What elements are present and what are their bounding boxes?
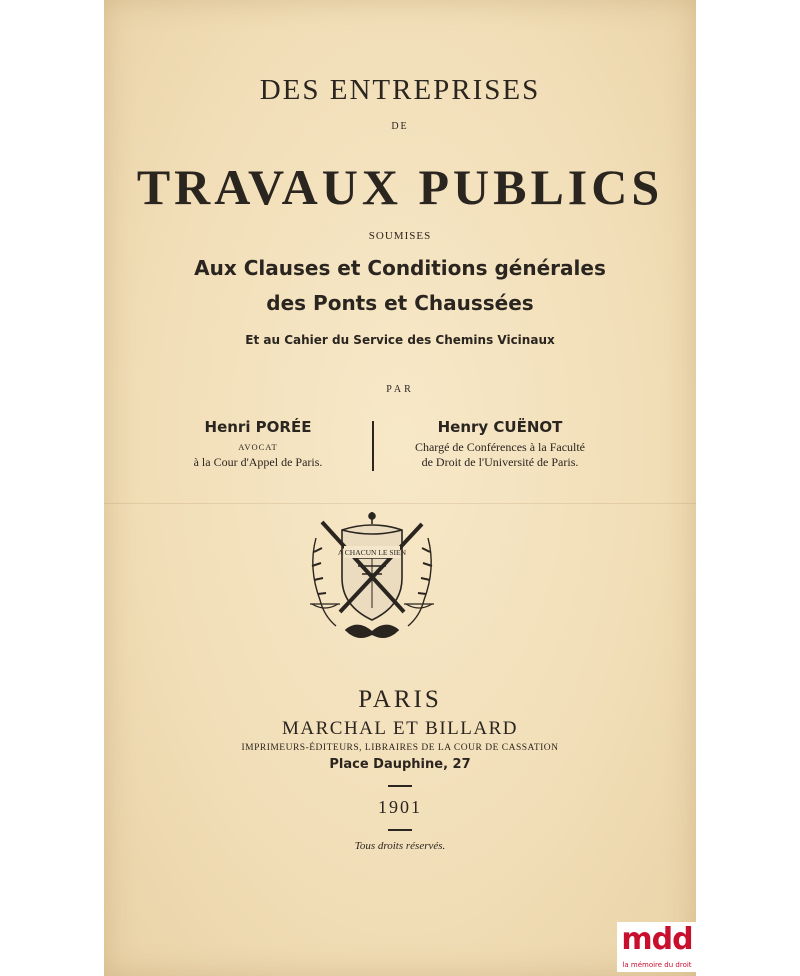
subtitle-line-1: Aux Clauses et Conditions générales xyxy=(194,256,606,280)
separator-rule xyxy=(388,829,412,831)
separator-rule xyxy=(388,785,412,787)
title-connector: DE xyxy=(391,121,409,132)
publisher-address: Place Dauphine, 27 xyxy=(329,757,471,772)
author-name: Henry CUËNOT xyxy=(437,418,563,436)
watermark-brand: mdd xyxy=(621,922,693,957)
author-role: Chargé de Conférences à la Faculté xyxy=(414,440,586,454)
title-page xyxy=(104,0,696,976)
par-label: PAR xyxy=(386,384,414,395)
publication-city: PARIS xyxy=(358,686,442,713)
subtitle-line-3: Et au Cahier du Service des Chemins Vicinaux xyxy=(245,333,555,347)
rights-notice: Tous droits réservés. xyxy=(354,840,446,852)
page-fold-line xyxy=(104,503,696,504)
watermark-tagline: la mémoire du droit xyxy=(622,961,692,969)
title-line-1: DES ENTREPRISES xyxy=(259,74,541,106)
author-poree xyxy=(144,418,372,470)
author-divider xyxy=(372,421,374,471)
publisher-emblem-icon xyxy=(302,508,442,648)
author-cuenot xyxy=(386,418,614,470)
publication-year: 1901 xyxy=(378,797,422,817)
svg-text:A CHACUN LE SIEN: A CHACUN LE SIEN xyxy=(337,548,407,557)
soumises-label: SOUMISES xyxy=(368,230,432,242)
author-affiliation: de Droit de l'Université de Paris. xyxy=(421,455,579,469)
author-affiliation: à la Cour d'Appel de Paris. xyxy=(193,455,323,469)
author-role: AVOCAT xyxy=(238,442,278,452)
main-title: TRAVAUX PUBLICS xyxy=(136,159,664,215)
publisher-description: IMPRIMEURS-ÉDITEURS, LIBRAIRES DE LA COUR DE CASSATION xyxy=(241,743,559,753)
publisher-name: MARCHAL ET BILLARD xyxy=(282,718,518,739)
subtitle-line-2: des Ponts et Chaussées xyxy=(266,291,534,315)
mdd-watermark-logo xyxy=(617,922,697,972)
author-name: Henri PORÉE xyxy=(204,418,312,436)
